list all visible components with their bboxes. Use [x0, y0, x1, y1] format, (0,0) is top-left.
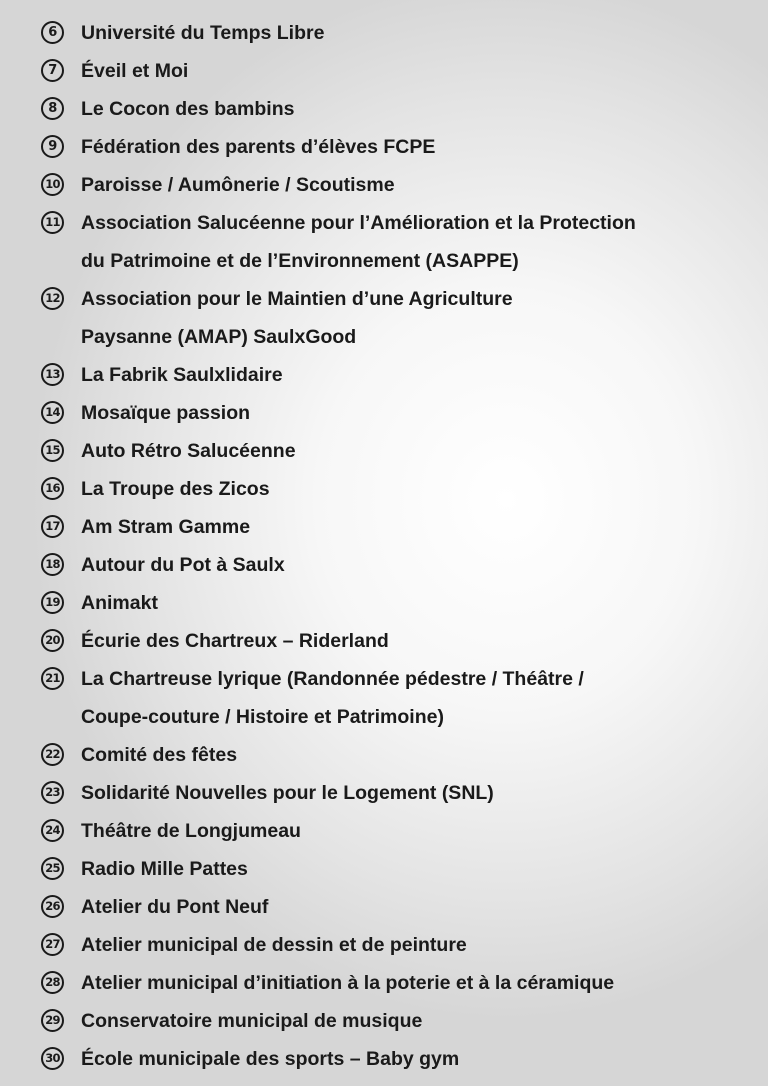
list-item: [0, 280, 768, 356]
list-item: [0, 204, 768, 280]
item-label: [81, 1002, 422, 1040]
item-number-badge: 17: [41, 515, 64, 538]
item-label: [81, 850, 248, 888]
item-label: [81, 964, 614, 1002]
list-item: [0, 90, 768, 128]
item-label-line: Atelier municipal d’initiation à la poterie et à la céramique: [81, 972, 615, 994]
item-label-line: Radio Mille Pattes: [81, 858, 248, 880]
list-item: [0, 508, 768, 546]
item-label: [81, 128, 435, 166]
item-label: [81, 660, 584, 736]
item-number-badge: 27: [41, 933, 64, 956]
item-label: [81, 280, 513, 356]
item-number-badge: 16: [41, 477, 64, 500]
item-label-line: Paysanne (AMAP) SaulxGood: [81, 326, 357, 348]
item-label: [81, 508, 250, 546]
list-item: [0, 812, 768, 850]
item-label: [81, 888, 268, 926]
item-number-badge: 22: [41, 743, 64, 766]
item-number-badge: 11: [41, 211, 64, 234]
item-label-line: Association pour le Maintien d’une Agriculture: [81, 288, 513, 310]
item-label-line: La Troupe des Zicos: [81, 478, 270, 500]
item-label-line: Théâtre de Longjumeau: [81, 820, 301, 842]
list-item: [0, 546, 768, 584]
item-label: [81, 52, 188, 90]
item-label: [81, 812, 301, 850]
item-number-badge: 26: [41, 895, 64, 918]
list-item: [0, 622, 768, 660]
item-number-badge: 7: [41, 59, 64, 82]
item-label: [81, 736, 237, 774]
list-item: [0, 1040, 768, 1078]
list-item: [0, 52, 768, 90]
item-label-line: Autour du Pot à Saulx: [81, 554, 285, 576]
item-label-line: Coupe-couture / Histoire et Patrimoine): [81, 706, 444, 728]
list-item: [0, 736, 768, 774]
item-label-line: Comité des fêtes: [81, 744, 238, 766]
item-number-badge: 25: [41, 857, 64, 880]
list-item: [0, 166, 768, 204]
item-label: [81, 394, 250, 432]
item-label-line: Atelier du Pont Neuf: [81, 896, 269, 918]
item-label-line: La Chartreuse lyrique (Randonnée pédestre / Théâtre /: [81, 668, 584, 690]
list-item: [0, 926, 768, 964]
item-number-badge: 20: [41, 629, 64, 652]
item-label: [81, 356, 283, 394]
item-label: [81, 470, 270, 508]
item-label-line: La Fabrik Saulxlidaire: [81, 364, 283, 386]
item-number-badge: 6: [41, 21, 64, 44]
list-item: [0, 394, 768, 432]
item-label: [81, 1040, 459, 1078]
list-item: [0, 14, 768, 52]
item-label-line: Auto Rétro Salucéenne: [81, 440, 296, 462]
item-number-badge: 18: [41, 553, 64, 576]
item-label-line: Am Stram Gamme: [81, 516, 251, 538]
list-item: [0, 660, 768, 736]
item-number-badge: 9: [41, 135, 64, 158]
list-item: [0, 888, 768, 926]
item-number-badge: 8: [41, 97, 64, 120]
item-label-line: Animakt: [81, 592, 158, 614]
item-label: [81, 584, 158, 622]
item-label-line: Université du Temps Libre: [81, 22, 325, 44]
item-label: [81, 204, 636, 280]
item-label-line: Écurie des Chartreux – Riderland: [81, 630, 389, 652]
list-item: [0, 432, 768, 470]
list-item: [0, 356, 768, 394]
item-number-badge: 10: [41, 173, 64, 196]
item-number-badge: 29: [41, 1009, 64, 1032]
association-list: [0, 14, 768, 1078]
list-item: [0, 470, 768, 508]
list-item: [0, 584, 768, 622]
item-number-badge: 21: [41, 667, 64, 690]
item-label: [81, 546, 285, 584]
item-label-line: Association Salucéenne pour l’Amélioration et la Protection: [81, 212, 636, 234]
list-item: [0, 128, 768, 166]
list-item: [0, 1002, 768, 1040]
list-item: [0, 964, 768, 1002]
item-number-badge: 15: [41, 439, 64, 462]
item-label: [81, 926, 467, 964]
list-item: [0, 774, 768, 812]
item-number-badge: 24: [41, 819, 64, 842]
item-number-badge: 23: [41, 781, 64, 804]
item-number-badge: 30: [41, 1047, 64, 1070]
item-label-line: Mosaïque passion: [81, 402, 251, 424]
item-number-badge: 12: [41, 287, 64, 310]
item-label-line: Éveil et Moi: [81, 60, 189, 82]
item-label: [81, 432, 296, 470]
list-item: [0, 850, 768, 888]
item-label: [81, 622, 389, 660]
item-label-line: École municipale des sports – Baby gym: [81, 1048, 460, 1070]
item-label-line: du Patrimoine et de l’Environnement (ASAPPE): [81, 250, 519, 272]
item-number-badge: 13: [41, 363, 64, 386]
item-label-line: Conservatoire municipal de musique: [81, 1010, 423, 1032]
item-label: [81, 774, 494, 812]
item-label-line: Fédération des parents d’élèves FCPE: [81, 136, 436, 158]
item-label-line: Atelier municipal de dessin et de peinture: [81, 934, 467, 956]
item-label: [81, 166, 395, 204]
item-label: [81, 14, 324, 52]
item-label-line: Solidarité Nouvelles pour le Logement (SNL): [81, 782, 494, 804]
item-number-badge: 19: [41, 591, 64, 614]
item-number-badge: 28: [41, 971, 64, 994]
item-label: [81, 90, 294, 128]
item-number-badge: 14: [41, 401, 64, 424]
item-label-line: Le Cocon des bambins: [81, 98, 295, 120]
item-label-line: Paroisse / Aumônerie / Scoutisme: [81, 174, 395, 196]
